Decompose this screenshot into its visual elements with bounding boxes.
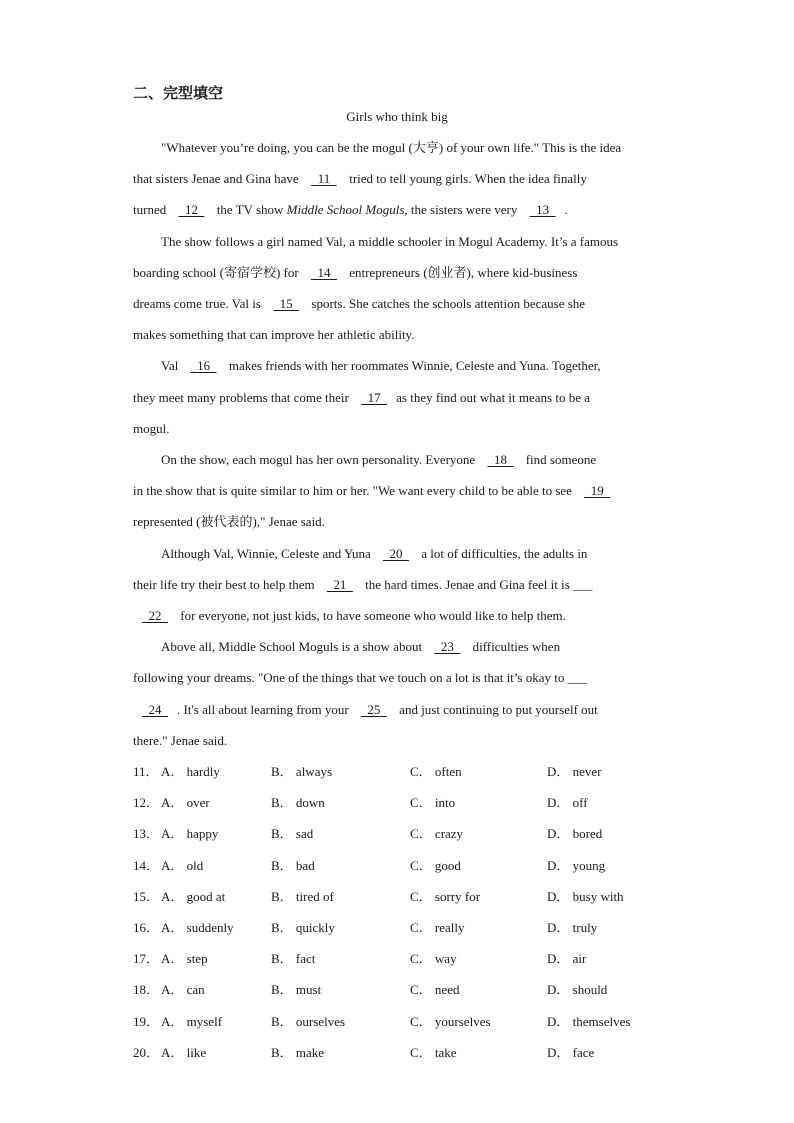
option-c[interactable]: C． sorry for	[410, 888, 481, 904]
question-row	[133, 950, 693, 968]
passage-line	[133, 732, 663, 750]
option-a[interactable]: A． hardly	[161, 764, 220, 779]
passage-text: makes friends with her roommates Winnie, Celeste and Yuna. Together,	[225, 358, 601, 374]
question-number: 14．	[133, 857, 160, 873]
question-row	[133, 981, 693, 999]
option-b[interactable]: B． make	[271, 1044, 325, 1060]
passage-line	[133, 607, 663, 625]
option-b[interactable]: B． bad	[271, 857, 315, 873]
show-title-italic: Middle School Moguls	[286, 202, 405, 218]
option-a[interactable]: A． like	[161, 1044, 207, 1060]
question-row	[133, 1044, 693, 1062]
question-number: 18．	[133, 982, 160, 998]
question-number: 20．	[133, 1044, 160, 1060]
question-number: 17．	[133, 951, 160, 967]
passage-text: , the sisters were very	[404, 202, 521, 218]
option-c[interactable]: C． crazy	[410, 826, 464, 842]
question-number: 11．	[133, 764, 159, 779]
passage-text: find someone	[522, 452, 597, 467]
option-c[interactable]: C． take	[410, 1044, 457, 1060]
answer-blank: 23	[434, 639, 461, 655]
question-number: 15．	[133, 888, 160, 904]
passage-text: the TV show	[213, 202, 287, 218]
passage-line	[133, 295, 663, 313]
question-row	[133, 825, 693, 843]
question-row	[133, 857, 693, 875]
option-d[interactable]: D． should	[547, 982, 608, 998]
option-a[interactable]: A． over	[161, 795, 210, 811]
option-d[interactable]: D． bored	[547, 826, 603, 842]
option-d[interactable]: D． young	[547, 857, 606, 873]
passage-line	[133, 201, 663, 219]
option-a[interactable]: A． myself	[161, 1013, 223, 1029]
passage-line	[133, 669, 663, 687]
option-a[interactable]: A． happy	[161, 826, 219, 842]
passage-text: their life try their best to help them	[133, 576, 318, 592]
answer-blank: 12	[178, 202, 205, 218]
option-b[interactable]: B． must	[271, 982, 322, 998]
passage-text: Above all, Middle School Moguls is a show about	[161, 639, 426, 655]
passage-line	[133, 139, 691, 157]
passage-text: represented (被代表的)," Jenae said.	[133, 514, 325, 530]
option-d[interactable]: D． themselves	[547, 1013, 631, 1029]
option-d[interactable]: D． air	[547, 951, 587, 967]
answer-blank: 20	[382, 545, 409, 561]
answer-blank: 24	[142, 701, 168, 717]
passage-line	[133, 482, 663, 500]
passage-line	[133, 576, 663, 594]
passage-line	[133, 326, 663, 344]
passage-text: mogul.	[133, 420, 170, 436]
option-c[interactable]: C． yourselves	[410, 1013, 491, 1029]
option-c[interactable]: C． really	[410, 920, 465, 935]
passage-line	[133, 357, 691, 375]
passage-text: .	[564, 202, 568, 218]
passage-text: makes something that can improve her athletic ability.	[133, 327, 415, 343]
option-a[interactable]: A． suddenly	[161, 920, 234, 935]
passage-text: for everyone, not just kids, to have someone who would like to help them.	[177, 608, 566, 623]
option-d[interactable]: D． never	[547, 764, 602, 779]
passage-text: difficulties when	[469, 639, 561, 655]
option-a[interactable]: A． step	[161, 951, 208, 967]
passage-text: and just continuing to put yourself out	[395, 701, 598, 717]
passage-text: The show follows a girl named Val, a middle schooler in Mogul Academy. It’s a famous	[161, 233, 619, 249]
passage-text: Val	[161, 358, 182, 374]
answer-blank: 25	[360, 701, 387, 717]
question-row	[133, 888, 693, 906]
passage-line	[133, 701, 663, 719]
passage-text: that sisters Jenae and Gina have	[133, 171, 302, 187]
passage-text: the hard times. Jenae and Gina feel it is ___	[361, 576, 593, 592]
section-title: 二、完型填空	[133, 84, 224, 102]
answer-blank: 16	[190, 358, 217, 374]
passage-text: a lot of difficulties, the adults in	[417, 545, 588, 561]
option-c[interactable]: C． good	[410, 857, 461, 873]
answer-blank: 21	[326, 576, 353, 592]
question-number: 13．	[133, 826, 160, 842]
option-b[interactable]: B． fact	[271, 951, 316, 967]
passage-text: in the show that is quite similar to him or her. "We want every child to be able to see	[133, 483, 576, 499]
option-c[interactable]: C． need	[410, 982, 460, 998]
option-a[interactable]: A． can	[161, 982, 205, 998]
option-c[interactable]: C． way	[410, 951, 457, 967]
passage-text: turned	[133, 202, 170, 218]
passage-text: tried to tell young girls. When the idea finally	[345, 171, 587, 187]
passage-line	[133, 389, 663, 407]
option-b[interactable]: B． sad	[271, 826, 314, 842]
passage-text: . It's all about learning from your	[177, 701, 352, 717]
answer-blank: 15	[273, 296, 300, 311]
passage-line	[133, 513, 663, 531]
option-a[interactable]: A． old	[161, 857, 204, 873]
passage-text: On the show, each mogul has her own personality. Everyone	[161, 452, 479, 467]
passage-text: "Whatever you’re doing, you can be the mogul (大亨) of your own life." This is the idea	[161, 140, 622, 155]
passage-text: they meet many problems that come their	[133, 389, 353, 405]
passage-line	[133, 638, 691, 656]
passage-text: entrepreneurs (创业者), where kid-business	[345, 264, 578, 280]
option-b[interactable]: B． always	[271, 764, 333, 779]
option-b[interactable]: B． quickly	[271, 920, 335, 935]
answer-blank: 19	[584, 483, 611, 499]
answer-blank: 13	[529, 202, 556, 218]
passage-text: Although Val, Winnie, Celeste and Yuna	[161, 545, 374, 561]
passage-text: sports. She catches the schools attention because she	[308, 296, 586, 311]
option-c[interactable]: C． into	[410, 795, 456, 811]
answer-blank: 17	[361, 389, 388, 405]
option-b[interactable]: B． down	[271, 795, 325, 811]
passage-text: dreams come true. Val is	[133, 296, 265, 311]
passage-text: boarding school (寄宿学校) for	[133, 264, 302, 280]
question-row	[133, 763, 693, 781]
passage-text: as they find out what it means to be a	[396, 389, 591, 405]
option-d[interactable]: D． busy with	[547, 888, 624, 904]
question-number: 12．	[133, 795, 160, 811]
passage-text: following your dreams. "One of the things that we touch on a lot is that it’s okay to ___	[133, 670, 588, 686]
answer-blank: 22	[142, 608, 168, 623]
answer-blank: 14	[310, 264, 337, 280]
question-row	[133, 794, 693, 812]
passage-text: there." Jenae said.	[133, 732, 228, 748]
passage-line	[133, 420, 663, 438]
option-b[interactable]: B． tired of	[271, 888, 334, 904]
question-number: 19．	[133, 1013, 160, 1029]
passage-line	[133, 264, 663, 282]
passage-line	[133, 233, 691, 251]
passage-title: Girls who think big	[346, 109, 448, 124]
question-row	[133, 919, 693, 937]
answer-blank: 11	[311, 171, 337, 187]
question-row	[133, 1013, 693, 1031]
question-number: 16．	[133, 920, 160, 935]
passage-line	[133, 170, 663, 188]
passage-line	[133, 545, 691, 563]
option-d[interactable]: D． truly	[547, 920, 598, 935]
option-a[interactable]: A． good at	[161, 888, 226, 904]
option-d[interactable]: D． off	[547, 795, 588, 811]
passage-line	[133, 451, 691, 469]
option-d[interactable]: D． face	[547, 1044, 595, 1060]
answer-blank: 18	[487, 452, 514, 467]
option-b[interactable]: B． ourselves	[271, 1013, 346, 1029]
option-c[interactable]: C． often	[410, 764, 462, 779]
